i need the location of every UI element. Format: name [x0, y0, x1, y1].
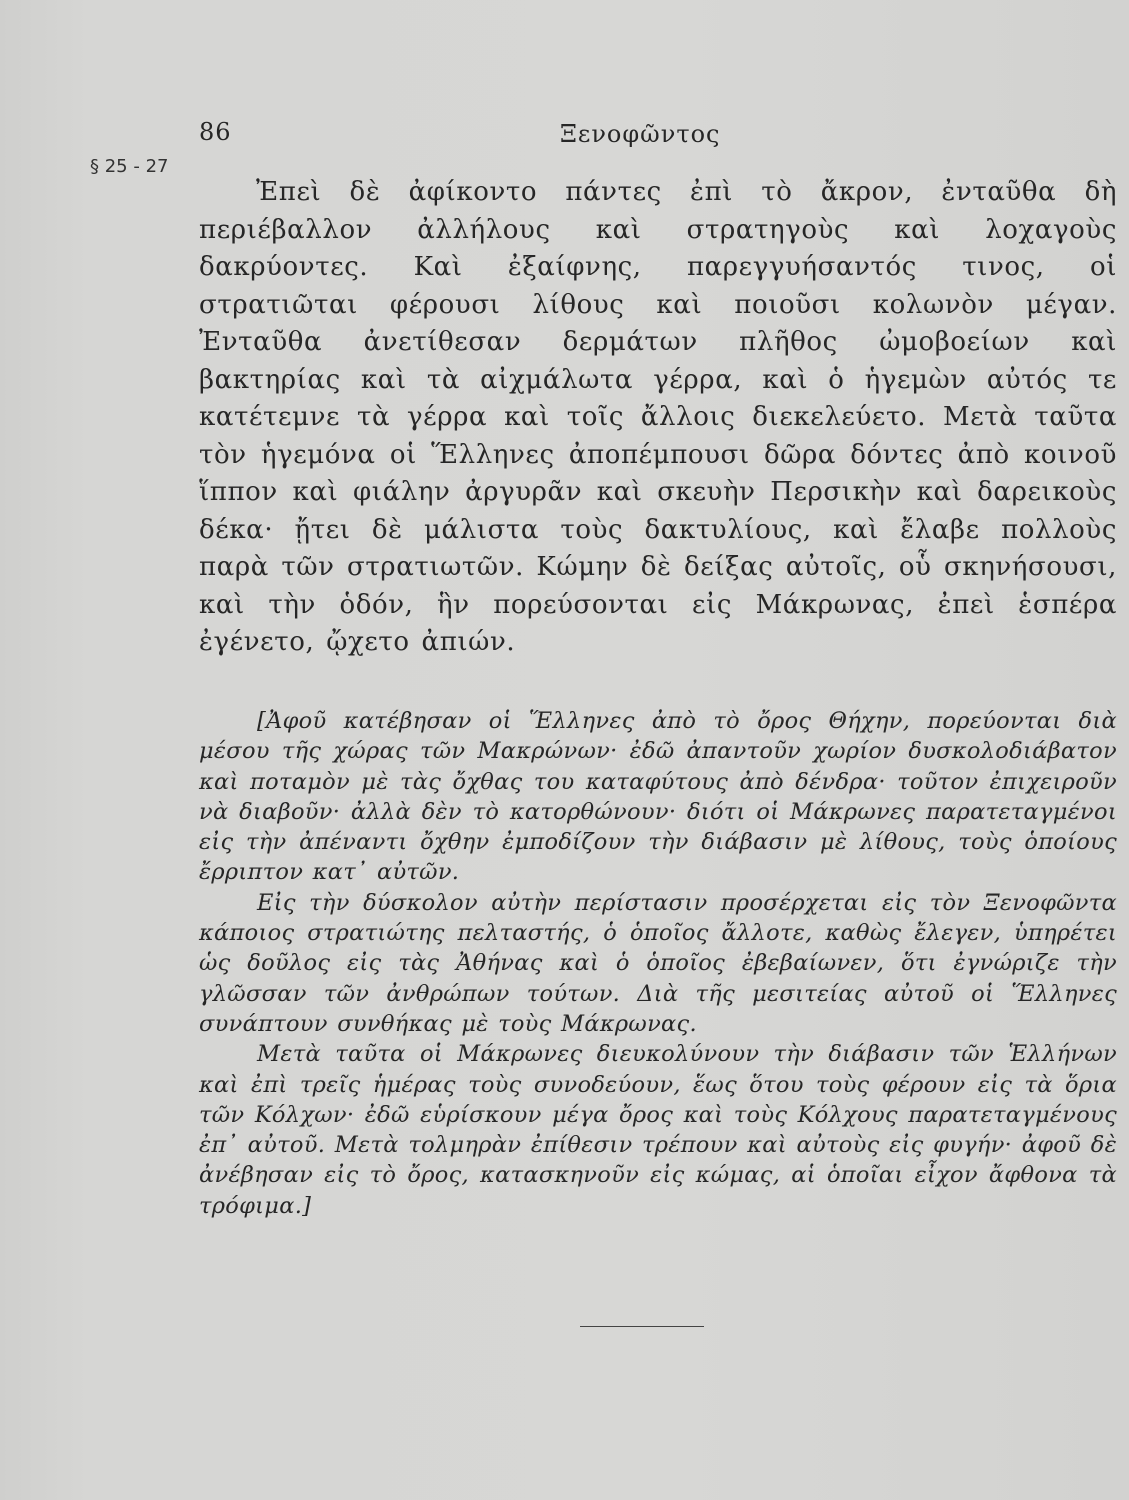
section-divider — [580, 1326, 704, 1327]
running-title: Ξενοφῶντος — [560, 120, 721, 148]
section-reference: § 25 - 27 — [90, 156, 169, 177]
page-header — [0, 118, 1129, 158]
note-paragraph: Εἰς τὴν δύσκολον αὐτὴν περίστασιν προσέρχεται εἰς τὸν Ξενοφῶντα κάποιος στρατιώτης πελταστής, ὁ ὁποῖος ἄλλοτε, καθὼς ἔλεγεν, ὑπηρέτει ὡς δοῦλος εἰς τὰς Ἀθήνας καὶ ὁ ὁποῖος ἐβεβαίωνεν, ὅτι ἐγνώριζε τὴν γλῶσσαν τῶν ἀνθρώπων τούτων. Διὰ τῆς μεσιτείας αὐτοῦ οἱ Ἕλληνες συνάπτουν συνθήκας μὲ τοὺς Μάκρωνας. — [199, 889, 1117, 1037]
summary-note — [199, 706, 1117, 1221]
page-number: 86 — [199, 118, 232, 146]
note-paragraph: Μετὰ ταῦτα οἱ Μάκρωνες διευκολύνουν τὴν διάβασιν τῶν Ἑλλήνων καὶ ἐπὶ τρεῖς ἡμέρας τοὺς συνοδεύουν, ἕως ὅτου τοὺς φέρουν εἰς τὰ ὅρια τῶν Κόλχων· ἐδῶ εὑρίσκουν μέγα ὄρος καὶ τοὺς Κόλχους παρατεταγμένους ἐπ᾽ αὐτοῦ. Μετὰ τολμηρὰν ἐπίθεσιν τρέπουν καὶ αὐτοὺς εἰς φυγήν· ἀφοῦ δὲ ἀνέβησαν εἰς τὸ ὄρος, κατασκηνοῦν εἰς κώμας, αἱ ὁποῖαι εἶχον ἄφθονα τὰ τρόφιμα.] — [199, 1041, 1117, 1219]
note-paragraph: [Ἀφοῦ κατέβησαν οἱ Ἕλληνες ἀπὸ τὸ ὄρος Θήχην, πορεύονται διὰ μέσου τῆς χώρας τῶν Μακρώνων· ἐδῶ ἀπαντοῦν χωρίον δυσκολοδιάβατον καὶ ποταμὸν μὲ τὰς ὄχθας του καταφύτους ἀπὸ δένδρα· τοῦτον ἐπιχειροῦν νὰ διαβοῦν· ἀλλὰ δὲν τὸ κατορθώνουν· διότι οἱ Μάκρωνες παρατεταγμένοι εἰς τὴν ἀπέναντι ὄχθην ἐμποδίζουν τὴν διάβασιν μὲ λίθους, τοὺς ὁποίους ἔρριπτον κατ᾽ αὐτῶν. — [199, 708, 1117, 886]
main-greek-text: Ἐπεὶ δὲ ἀφίκοντο πάντες ἐπὶ τὸ ἄκρον, ἐνταῦθα δὴ περιέβαλλον ἀλλήλους καὶ στρατηγοὺς καὶ λοχαγοὺς δακρύοντες. Καὶ ἐξαίφνης, παρεγγυήσαντός τινος, οἱ στρατιῶται φέρουσι λίθους καὶ ποιοῦσι κολωνὸν μέγαν. Ἐνταῦθα ἀνετίθεσαν δερμάτων πλῆθος ὠμοβοείων καὶ βακτηρίας καὶ τὰ αἰχμάλωτα γέρρα, καὶ ὁ ἡγεμὼν αὐτός τε κατέτεμνε τὰ γέρρα καὶ τοῖς ἄλλοις διεκελεύετο. Μετὰ ταῦτα τὸν ἡγεμόνα οἱ Ἕλληνες ἀποπέμπουσι δῶρα δόντες ἀπὸ κοινοῦ ἵππον καὶ φιάλην ἀργυρᾶν καὶ σκευὴν Περσικὴν καὶ δαρεικοὺς δέκα· ᾔτει δὲ μάλιστα τοὺς δακτυλίους, καὶ ἔλαβε πολλοὺς παρὰ τῶν στρατιωτῶν. Κώμην δὲ δείξας αὐτοῖς, οὗ σκηνήσουσι, καὶ τὴν ὁδόν, ἣν πορεύσονται εἰς Μάκρωνας, ἐπεὶ ἑσπέρα ἐγένετο, ᾤχετο ἀπιών. — [199, 177, 1117, 657]
